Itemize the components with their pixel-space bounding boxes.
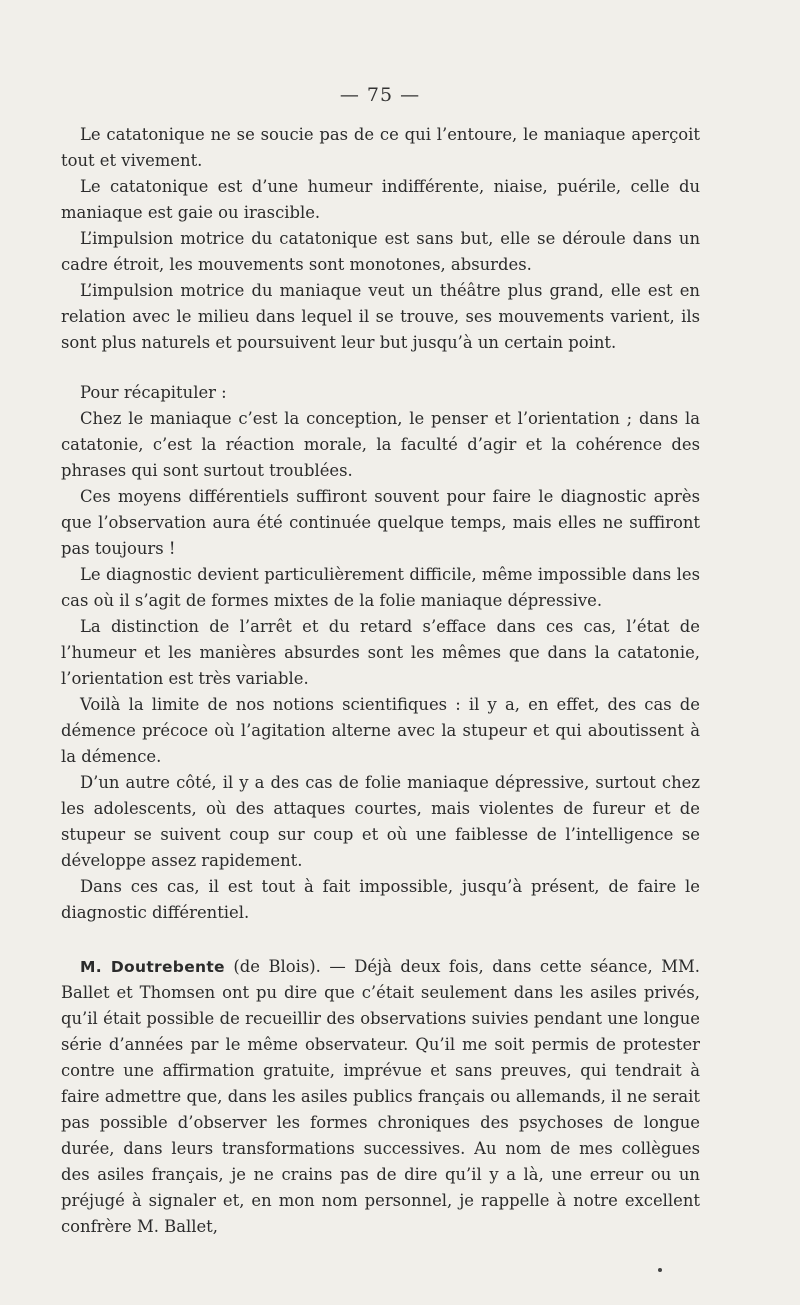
paragraph: D’un autre côté, il y a des cas de folie maniaque dépressive, surtout chez les adolescents, où des attaques courtes, mais violentes de fureur et de stupeur se suivent coup sur coup et où une faiblesse de l’intelligence se développe assez rapidement. [61, 773, 700, 870]
speaker-paragraph [61, 954, 700, 1240]
paragraph: Le catatonique est d’une humeur indifférente, niaise, puérile, celle du maniaque est gaie ou irascible. [61, 177, 700, 222]
speaker-text: (de Blois). — Déjà deux fois, dans cette séance, MM. Ballet et Thomsen ont pu dire que c’était seulement dans les asiles privés, qu’il était possible de recueillir des observations suivies pendant une longue série d’années par le même observateur. Qu’il me soit permis de protester contre une affirmation gratuite, imprévue et sans preuves, qui tendrait à faire admettre que, dans les asiles publics français ou allemands, il ne serait pas possible d’observer les formes chroniques des psychoses de longue durée, dans leurs transformations successives. Au nom de mes collègues des asiles français, je ne crains pas de dire qu’il y a là, une erreur ou un préjugé à signaler et, en mon nom personnel, je rappelle à notre excellent confrère M. Ballet, [61, 957, 700, 1236]
paragraph: Chez le maniaque c’est la conception, le penser et l’orientation ; dans la catatonie, c’est la réaction morale, la faculté d’agir et la cohérence des phrases qui sont surtout troublées. [61, 409, 700, 480]
paragraph: L’impulsion motrice du catatonique est sans but, elle se déroule dans un cadre étroit, les mouvements sont monotones, absurdes. [61, 229, 700, 274]
paragraph: Pour récapituler : [80, 383, 227, 402]
ink-speck [658, 1268, 662, 1272]
paragraph: Le diagnostic devient particulièrement difficile, même impossible dans les cas où il s’agit de formes mixtes de la folie maniaque dépressive. [61, 565, 700, 610]
paragraph: Dans ces cas, il est tout à fait impossible, jusqu’à présent, de faire le diagnostic différentiel. [61, 877, 700, 922]
paragraph: Voilà la limite de nos notions scientifiques : il y a, en effet, des cas de démence précoce où l’agitation alterne avec la stupeur et qui aboutissent à la démence. [61, 695, 700, 766]
paragraph: La distinction de l’arrêt et du retard s’efface dans ces cas, l’état de l’humeur et les manières absurdes sont les mêmes que dans la catatonie, l’orientation est très variable. [61, 617, 700, 688]
page-number: — 75 — [339, 84, 421, 106]
paragraph: L’impulsion motrice du maniaque veut un théâtre plus grand, elle est en relation avec le milieu dans lequel il se trouve, ses mouvements varient, ils sont plus naturels et poursuivent leur but jusqu’à un certain point. [61, 281, 700, 352]
body-text [61, 122, 700, 1240]
paragraph: Ces moyens différentiels suffiront souvent pour faire le diagnostic après que l’observation aura été continuée quelque temps, mais elles ne suffiront pas toujours ! [61, 487, 700, 558]
paragraph: Le catatonique ne se soucie pas de ce qui l’entoure, le maniaque aperçoit tout et vivement. [61, 125, 700, 170]
speaker-name: M. Doutrebente [80, 958, 225, 976]
